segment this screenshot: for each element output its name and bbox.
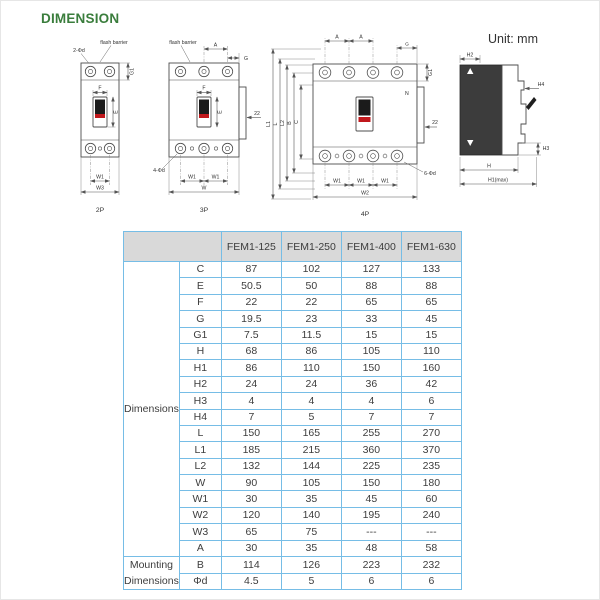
column-header-fem1-250: FEM1-250 [281, 232, 341, 262]
drawing-2p-front-view [67, 35, 151, 217]
value-cell: 102 [281, 262, 341, 278]
row-group-label-line: Dimensions [124, 403, 179, 416]
value-cell: 150 [221, 425, 281, 441]
value-cell: 126 [281, 557, 341, 574]
column-header-fem1-400: FEM1-400 [341, 232, 401, 262]
breaker-side-body [460, 65, 537, 155]
drawing-3p-front-view [151, 35, 273, 217]
value-cell: 6 [401, 393, 461, 409]
value-cell: 35 [281, 540, 341, 556]
value-cell: 270 [401, 425, 461, 441]
param-name-cell: L [179, 425, 221, 441]
value-cell: 30 [221, 540, 281, 556]
value-cell: 60 [401, 491, 461, 507]
param-name-cell: W [179, 475, 221, 491]
value-cell: 110 [401, 343, 461, 359]
value-cell: 150 [341, 475, 401, 491]
hole-size-label: 4-Φd [153, 168, 165, 174]
param-name-cell: C [179, 262, 221, 278]
param-name-cell: G [179, 311, 221, 327]
param-name-cell: E [179, 278, 221, 294]
dim-l1-label: L1 [266, 121, 272, 127]
value-cell: 7 [401, 409, 461, 425]
dim-a-label: A [359, 34, 363, 41]
value-cell: 33 [341, 311, 401, 327]
value-cell: 5 [281, 573, 341, 590]
value-cell: 195 [341, 507, 401, 523]
dim-w1-label: W1 [357, 178, 365, 185]
param-name-cell: H [179, 343, 221, 359]
param-name-cell: B [179, 557, 221, 574]
value-cell: 7.5 [221, 327, 281, 343]
value-cell: 235 [401, 458, 461, 474]
param-name-cell: L1 [179, 442, 221, 458]
value-cell: 45 [401, 311, 461, 327]
value-cell: 165 [281, 425, 341, 441]
toggle-switch-icon [197, 97, 211, 127]
value-cell: 105 [341, 343, 401, 359]
value-cell: 5 [281, 409, 341, 425]
hole-size-label: 2-Φd [73, 48, 85, 54]
value-cell: 6 [401, 573, 461, 590]
value-cell: 86 [221, 360, 281, 376]
dim-h3-label: H3 [542, 146, 550, 152]
value-cell: 240 [401, 507, 461, 523]
value-cell: 90 [221, 475, 281, 491]
value-cell: 133 [401, 262, 461, 278]
row-group-label-line: Mounting [129, 559, 174, 572]
value-cell: --- [341, 524, 401, 540]
value-cell: 4.5 [221, 573, 281, 590]
value-cell: 110 [281, 360, 341, 376]
value-cell: 4 [221, 393, 281, 409]
drawing-4p-front-view [265, 29, 443, 221]
dim-h4-label: H4 [537, 82, 545, 88]
value-cell: 160 [401, 360, 461, 376]
dim-g1-label: G1 [129, 68, 136, 75]
param-name-cell: H4 [179, 409, 221, 425]
param-name-cell: L2 [179, 458, 221, 474]
dim-f-label: F [98, 85, 102, 92]
dim-tab-label: 22 [432, 120, 438, 126]
dim-w1-label: W1 [211, 174, 220, 181]
param-name-cell: H1 [179, 360, 221, 376]
toggle-switch-icon [356, 97, 373, 131]
value-cell: 215 [281, 442, 341, 458]
dimension-table [123, 231, 462, 590]
value-cell: 22 [281, 294, 341, 310]
value-cell: 68 [221, 343, 281, 359]
table-body [124, 262, 462, 590]
dim-w1-label: W1 [381, 178, 389, 185]
value-cell: 65 [401, 294, 461, 310]
value-cell: 35 [281, 491, 341, 507]
caption-2p: 2P [95, 207, 105, 214]
param-name-cell: W1 [179, 491, 221, 507]
value-cell: 24 [221, 376, 281, 392]
value-cell: 19.5 [221, 311, 281, 327]
value-cell: 114 [221, 557, 281, 574]
dim-h-label: H [487, 163, 491, 170]
dim-b-label: B [287, 121, 293, 125]
param-name-cell: G1 [179, 327, 221, 343]
dim-w-label: W [201, 185, 207, 192]
toggle-switch-icon [93, 97, 107, 127]
value-cell: 86 [281, 343, 341, 359]
value-cell: 120 [221, 507, 281, 523]
value-cell: 36 [341, 376, 401, 392]
dim-g-label: G [405, 42, 409, 48]
value-cell: 58 [401, 540, 461, 556]
row-group-label-line: Dimensions [124, 575, 179, 588]
toggle-lever-icon [526, 97, 537, 110]
param-name-cell: Φd [179, 573, 221, 590]
value-cell: 185 [221, 442, 281, 458]
value-cell: 180 [401, 475, 461, 491]
dim-tab-label: 22 [254, 111, 260, 117]
value-cell: 50.5 [221, 278, 281, 294]
value-cell: 150 [341, 360, 401, 376]
dim-e-label: E [217, 110, 224, 114]
param-name-cell: A [179, 540, 221, 556]
value-cell: 225 [341, 458, 401, 474]
table-row [124, 557, 462, 574]
value-cell: 88 [341, 278, 401, 294]
value-cell: 4 [341, 393, 401, 409]
table-row [124, 262, 462, 278]
dim-w1-label: W1 [333, 178, 341, 185]
value-cell: 42 [401, 376, 461, 392]
caption-3p: 3P [199, 207, 209, 214]
value-cell: 22 [221, 294, 281, 310]
dim-w3-label: W3 [96, 185, 104, 192]
value-cell: 87 [221, 262, 281, 278]
column-header-fem1-630: FEM1-630 [401, 232, 461, 262]
table-header-row [124, 232, 462, 262]
drawing-side-view [442, 47, 579, 199]
value-cell: 140 [281, 507, 341, 523]
value-cell: 360 [341, 442, 401, 458]
dim-l-label: L [273, 122, 279, 126]
dim-g-label: G [243, 56, 249, 62]
value-cell: 127 [341, 262, 401, 278]
dim-a-label: A [335, 34, 339, 41]
value-cell: 23 [281, 311, 341, 327]
value-cell: 45 [341, 491, 401, 507]
page-title: DIMENSION [41, 11, 120, 26]
value-cell: 30 [221, 491, 281, 507]
value-cell: 50 [281, 278, 341, 294]
value-cell: --- [401, 524, 461, 540]
value-cell: 255 [341, 425, 401, 441]
value-cell: 15 [401, 327, 461, 343]
flash-barrier-label: flash barrier [100, 40, 128, 46]
value-cell: 370 [401, 442, 461, 458]
param-name-cell: F [179, 294, 221, 310]
value-cell: 75 [281, 524, 341, 540]
value-cell: 65 [341, 294, 401, 310]
value-cell: 6 [341, 573, 401, 590]
param-name-cell: W2 [179, 507, 221, 523]
caption-4p: 4P [360, 211, 370, 218]
neutral-pole-label: N [405, 91, 409, 97]
dim-h1max-label: H1(max) [488, 177, 508, 184]
param-name-cell: H3 [179, 393, 221, 409]
dim-a-label: A [213, 42, 218, 49]
value-cell: 232 [401, 557, 461, 574]
hole-size-label: 6-Φd [424, 171, 436, 177]
value-cell: 7 [341, 409, 401, 425]
dim-c-label: C [294, 120, 300, 124]
param-name-cell: H2 [179, 376, 221, 392]
unit-label: Unit: mm [488, 32, 538, 46]
value-cell: 11.5 [281, 327, 341, 343]
dim-f-label: F [202, 85, 206, 92]
value-cell: 132 [221, 458, 281, 474]
value-cell: 105 [281, 475, 341, 491]
dim-w1-label: W1 [188, 174, 196, 181]
param-name-cell: W3 [179, 524, 221, 540]
value-cell: 144 [281, 458, 341, 474]
value-cell: 48 [341, 540, 401, 556]
flash-barrier-label: flash barrier [169, 40, 197, 46]
row-group-label [124, 557, 180, 590]
value-cell: 7 [221, 409, 281, 425]
dim-h2-label: H2 [466, 52, 474, 59]
dim-e-label: E [113, 110, 120, 114]
dim-w2-label: W2 [361, 190, 369, 197]
value-cell: 15 [341, 327, 401, 343]
dim-w1-label: W1 [96, 174, 104, 181]
value-cell: 24 [281, 376, 341, 392]
column-header-fem1-125: FEM1-125 [221, 232, 281, 262]
value-cell: 88 [401, 278, 461, 294]
corner-cell [124, 232, 222, 262]
value-cell: 4 [281, 393, 341, 409]
dim-g1-label: G1 [428, 69, 434, 76]
dim-l2-label: L2 [280, 120, 286, 126]
row-group-label [124, 262, 180, 557]
value-cell: 65 [221, 524, 281, 540]
value-cell: 223 [341, 557, 401, 574]
